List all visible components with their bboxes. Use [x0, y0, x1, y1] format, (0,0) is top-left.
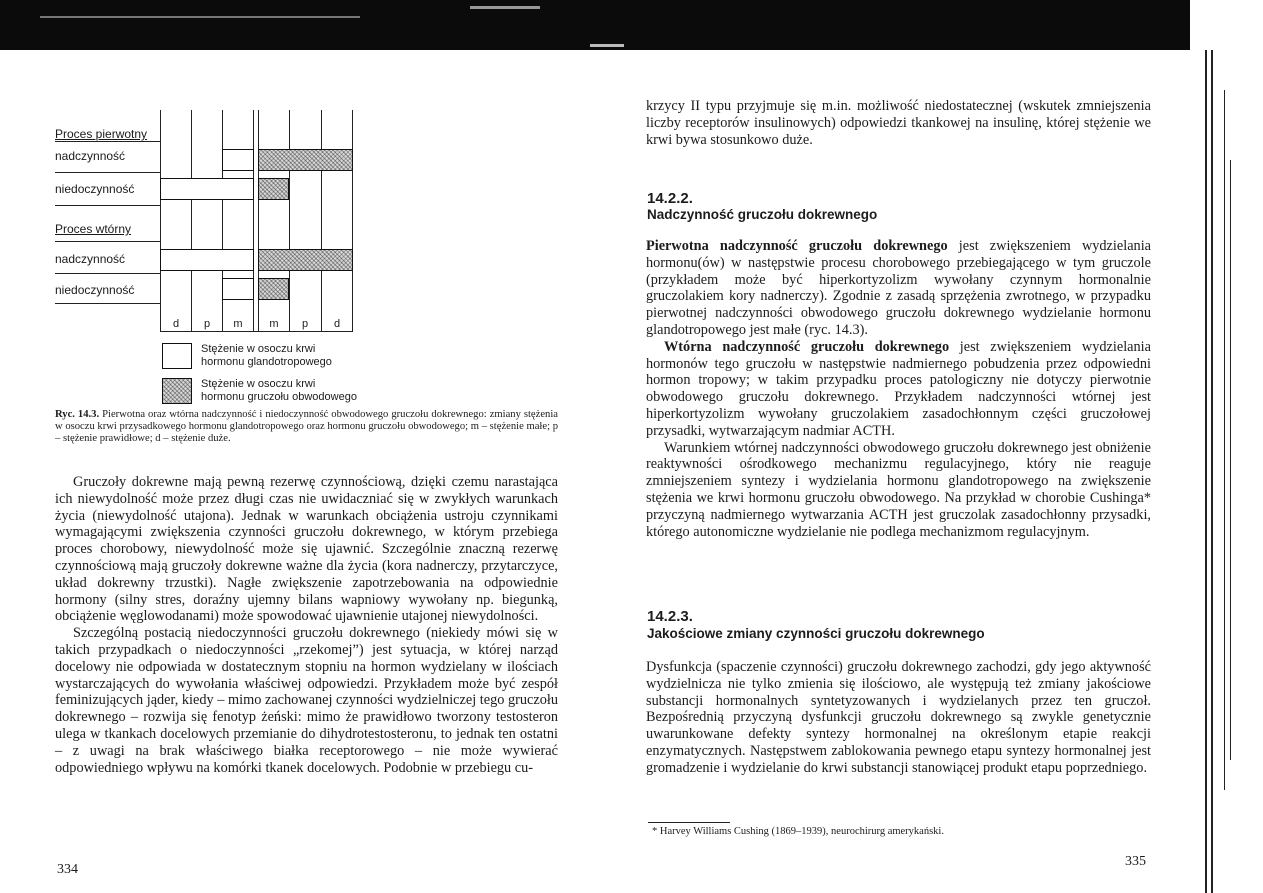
- secondary-process-heading: Proces wtórny: [55, 222, 132, 236]
- peripheral-bar: [258, 178, 289, 200]
- row-separator: [55, 241, 160, 242]
- primary-process-heading: Proces pierwotny: [55, 127, 148, 141]
- axis-line: [160, 331, 353, 332]
- page-edge-line: [1230, 160, 1231, 760]
- glandotropic-bar: [222, 278, 254, 300]
- glandotropic-bar: [160, 178, 254, 200]
- footnote: * Harvey Williams Cushing (1869–1939), neurochirurg amerykański.: [652, 826, 944, 837]
- grid-line: [160, 110, 161, 332]
- grid-line: [191, 110, 192, 332]
- legend-line: hormonu gruczołu obwodowego: [201, 391, 357, 403]
- glandotropic-bar: [160, 249, 254, 271]
- axis-label: d: [333, 318, 341, 330]
- caption-text: Pierwotna oraz wtórna nadczynność i niedoczynność obwodowego gruczołu dokrewnego: zmiany stężenia w osoczu krwi przysadkowego hormonu glandotropowego oraz hormonu gruczołu obwodowego; m – stężenie małe; p – stężenie prawidłowe; d – stężenie duże.: [55, 409, 558, 444]
- row-separator: [55, 273, 160, 274]
- page-number-left: 334: [57, 862, 78, 877]
- glandotropic-bar: [222, 149, 254, 171]
- paragraph: [646, 238, 1151, 339]
- caption-label: Ryc. 14.3.: [55, 409, 100, 420]
- row-label-primary-hyper: nadczynność: [55, 149, 126, 163]
- legend-glandotropic: [201, 343, 332, 369]
- paragraph: [646, 339, 1151, 440]
- section-title: Jakościowe zmiany czynności gruczołu dokrewnego: [647, 626, 985, 641]
- legend-line: hormonu glandotropowego: [201, 356, 332, 368]
- row-separator: [55, 141, 160, 142]
- legend-swatch-glandotropic: [162, 343, 192, 369]
- axis-label: m: [233, 318, 243, 330]
- right-page: [600, 0, 1190, 893]
- page-number-right: 335: [1125, 854, 1146, 869]
- legend-swatch-peripheral: [162, 378, 192, 404]
- legend-peripheral: [201, 378, 357, 404]
- page-edge-line: [1211, 50, 1213, 893]
- axis-label: m: [269, 318, 279, 330]
- peripheral-bar: [258, 278, 289, 300]
- left-page: [0, 0, 600, 893]
- axis-label: d: [172, 318, 180, 330]
- bold-term: Wtórna nadczynność gruczołu dokrewnego: [664, 338, 950, 355]
- row-label-primary-hypo: niedoczynność: [55, 182, 135, 196]
- row-separator: [55, 303, 160, 304]
- legend-line: Stężenie w osoczu krwi: [201, 378, 316, 390]
- legend-line: Stężenie w osoczu krwi: [201, 343, 316, 355]
- peripheral-bar: [258, 249, 353, 271]
- paragraph: Dysfunkcja (spaczenie czynności) gruczołu dokrewnego zachodzi, gdy jego aktywność wydzielnicza nie tylko zmienia się ilościowo, ale występują też zmiany jakościowe substancji hormonalnych syntetyzowanych i wydzielanych przez ten gruczoł. Bezpośrednią przyczyną dysfunkcji gruczołu dokrewnego są zwykle genetycznie uwarunkowane defekty syntezy hormonalnej na określonym etapie reakcji enzymatycznych. Następstwem zablokowania pewnego etapu syntezy hormonalnej jest gromadzenie i wydzielanie do krwi substancji stanowiącej produkt etapu poprzedniego.: [646, 659, 1151, 776]
- axis-label: p: [203, 318, 211, 330]
- row-separator: [55, 172, 160, 173]
- figure-caption: [55, 409, 558, 445]
- peripheral-bar: [258, 149, 353, 171]
- bold-term: Pierwotna nadczynność gruczołu dokrewnego: [646, 238, 948, 254]
- left-body-text: [55, 474, 558, 776]
- section-number: 14.2.3.: [647, 608, 693, 625]
- page-edge-line: [1224, 90, 1225, 790]
- paragraph-text: jest zwiększeniem wydzielania hormonów tego gruczołu w następstwie nadmiernego pobudzenia przez odpowiedni hormon tropowy; w takim przypadku proces patologiczny nie dotyczy pierwotnie obwodowego gruczołu dokrewnego. Przykładem nadczynności wtórnej jest hiperkortyzolizm wywołany gruczolakiem zasadochłonnym części gruczołowej przysadki, wytwarzającym nadmiar ACTH.: [646, 338, 1151, 439]
- paragraph-text: jest zwiększeniem wydzielania hormonu(ów) w następstwie procesu chorobowego przebiegającego w tym gruczole (przykładem może być hiperkortyzolizm wywołany czynnym hormonalnie gruczolakiem kory nadnerczy). Zgodnie z zasadą sprzężenia zwrotnego, w przypadku pierwotnej nadczynności obwodowego gruczołu dokrewnego wydzielanie hormonu glandotropowego jest małe (ryc. 14.3).: [646, 238, 1152, 338]
- section-number: 14.2.2.: [647, 190, 693, 207]
- row-separator: [55, 205, 160, 206]
- section-body: [646, 659, 1151, 777]
- paragraph: krzycy II typu przyjmuje się m.in. możliwość niedostatecznej (wskutek zmniejszenia liczby receptorów insulinowych) odpowiedzi tkankowej na insulinę, której stężenie we krwi bywa stosunkowo duże.: [646, 98, 1151, 148]
- paragraph-text: Warunkiem wtórnej nadczynności obwodowego gruczołu dokrewnego jest obniżenie reaktywności ośrodkowego mechanizmu regulacyjnego, który nie reaguje zmniejszeniem syntezy i wydzielania hormonu glandotropowego na zwiększenie stężenia we krwi hormonu gruczołu obwodowego. Na przykład w chorobie Cushinga* przyczyną nadmiernego wytwarzania ACTH jest gruczolak zasadochłonny przysadki, którego autonomiczne wydzielanie nie podlega mechanizmom regulacyjnym.: [646, 439, 1151, 540]
- page-edge-line: [1205, 50, 1207, 893]
- grid-line: [321, 110, 322, 332]
- paragraph: [646, 440, 1151, 541]
- section-title: Nadczynność gruczołu dokrewnego: [647, 207, 878, 222]
- grid-line: [289, 110, 290, 332]
- footnote-rule: [648, 822, 730, 823]
- row-label-secondary-hypo: niedoczynność: [55, 283, 135, 297]
- paragraph: Gruczoły dokrewne mają pewną rezerwę czynnościową, dzięki czemu narastająca ich niewydolność może przez długi czas nie uwidaczniać się w zwykłych warunkach życia (niewydolność utajona). Jednak w warunkach obciążenia ustroju czynnikami wymagającymi zwiększenia czynności gruczołu dokrewnego, w którym przebiega proces chorobowy, niewydolność może się ujawnić. Szczególnie znaczną rezerwę czynnościową mają gruczoły dokrewne ważne dla życia (kora nadnerczy, przytarczyce, układ dokrewny trzustki). Nagłe zwiększenie zapotrzebowania na odpowiednie hormony (silny stres, doraźny ujemny bilans wapniowy wywołany np. biegunką, obciążenie węglowodanami) może spowodować ujawnienie utajonej niewydolności.: [55, 474, 558, 625]
- row-label-secondary-hyper: nadczynność: [55, 252, 126, 266]
- axis-label: p: [301, 318, 309, 330]
- book-edge: [1190, 0, 1263, 893]
- paragraph: Szczególną postacią niedoczynności gruczołu dokrewnego (niekiedy mówi się w takich przypadkach o niedoczynności „rzekomej”) jest sytuacja, w której narząd docelowy nie odpowiada w dostatecznym stopniu na hormon wydzielany w ilościach wystarczających do wywołania właściwej odpowiedzi. Przykładem może być zespół feminizujących jąder, kiedy – mimo zachowanej czynności wydzielniczej tego gruczołu dokrewnego – rozwija się fenotyp żeński: mimo że prawidłowo tworzony testosteron ulega w tkankach docelowych przemianie do dihydrotestosteronu, to jednak ten ostatni – z uwagi na brak właściwego białka receptorowego – nie może wywierać odpowiedniego wpływu na komórki tkanek docelowych. Podobnie w przebiegu cu-: [55, 625, 558, 776]
- section-body: [646, 238, 1151, 540]
- grid-line: [352, 110, 353, 332]
- right-intro-text: [646, 98, 1151, 148]
